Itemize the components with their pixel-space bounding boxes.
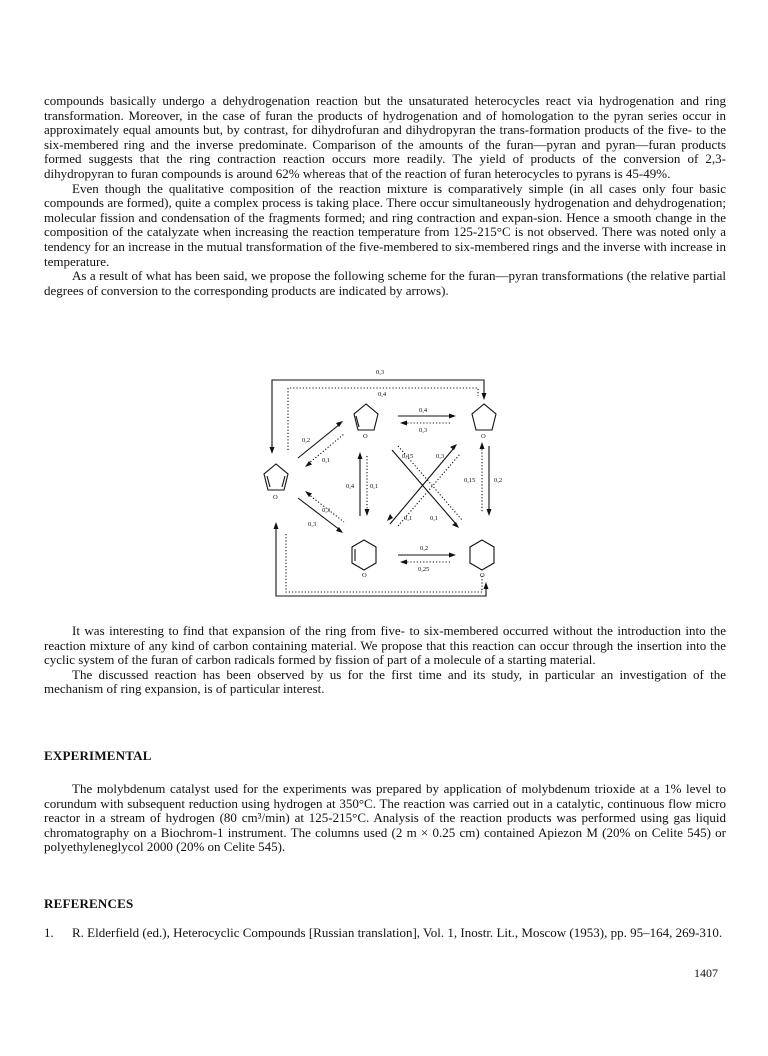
discussion-text [44, 624, 726, 697]
label-left-down-solid: 0,3 [322, 507, 331, 514]
reference-text: R. Elderfield (ed.), Heterocyclic Compounds [Russian translation], Vol. 1, Inostr. Lit., Moscow (1953), pp. 95–164, 269-310. [72, 925, 723, 940]
svg-text:O: O [480, 572, 485, 579]
label-diag-a: 0,15 [402, 453, 414, 460]
svg-text:O: O [363, 433, 368, 440]
paragraph: The molybdenum catalyst used for the experiments was prepared by application of molybdenum trioxide at a 1% level to corundum with subsequent reduction using hydrogen at 350°C. The reaction was carried out in a catalytic, continuous flow micro reactor in a stream of hydrogen (80 cm³/min) at 125-215°C. Analysis of the reaction products was performed using gas liquid chromatography on a Biochrom-1 instrument. The columns used (2 m × 0.25 cm) contained Apiezon M (20% on Celite 545) or polyethyleneglycol 2000 (20% on Celite 545). [44, 781, 726, 855]
label-center-left: 0,4 [346, 483, 355, 490]
reaction-scheme [256, 366, 520, 602]
outer-bottom-solid-path [276, 526, 486, 596]
label-diag-c: 0,1 [404, 515, 413, 522]
label-top-inner: 0,4 [378, 391, 387, 398]
label-bottom-back: 0,25 [418, 566, 430, 573]
label-left-down-dotted: 0,3 [308, 521, 317, 528]
label-bottom-fwd: 0,2 [420, 545, 429, 552]
label-diag-d: 0,1 [430, 515, 439, 522]
svg-text:O: O [362, 572, 367, 579]
furan-ring [264, 464, 288, 501]
reference-item [44, 926, 726, 941]
references-heading: REFERENCES [44, 896, 134, 911]
arrowhead [480, 442, 485, 449]
experimental-section [44, 782, 726, 855]
label-diag-b: 0,3 [436, 453, 445, 460]
arrowhead [484, 582, 489, 589]
reaction-scheme-svg [256, 366, 520, 602]
paragraph: The discussed reaction has been observed by us for the first time and its study, in particular an investigation of the mechanism of ring expansion, is of particular interest. [44, 666, 726, 697]
arrowhead [482, 393, 487, 400]
label-left-up-solid: 0,2 [302, 437, 311, 444]
arrowhead [400, 560, 407, 565]
svg-text:O: O [481, 433, 486, 440]
paragraph: As a result of what has been said, we propose the following scheme for the furan—pyran transformations (the relative partial degrees of conversion to the corresponding products are indicated by arrows). [44, 268, 726, 298]
arrow-diag-down-right [392, 450, 456, 524]
label-top-back: 0,3 [419, 427, 428, 434]
label-top-outer: 0,3 [376, 369, 385, 376]
label-top-fwd: 0,4 [419, 407, 428, 414]
arrowhead [487, 509, 492, 516]
reference-number: 1. [44, 925, 54, 940]
arrowhead [274, 522, 279, 529]
arrowhead [400, 421, 407, 426]
label-right-right: 0,2 [494, 477, 503, 484]
label-right-left: 0,15 [464, 477, 476, 484]
references-list [44, 926, 726, 941]
arrowhead [449, 553, 456, 558]
tetrahydrofuran-ring [472, 404, 496, 440]
paragraph: Even though the qualitative composition of the reaction mixture is comparatively simple (in all cases only four basic compounds are formed), quite a complex process is taking place. There occur simultaneously hydrogenation and dehydrogenation; molecular fission and condensation of the fragments formed; and ring contraction and expan-sion. Hence a smooth change in the composition of the catalyzate when increasing the reaction temperature from 125-215°C is not observed. There was noted only a tendency for an increase in the mutual transformation of the five-membered to six-membered rings and the inverse with increase in temperature. [44, 180, 726, 269]
svg-text:O: O [273, 494, 278, 501]
outer-bottom-dotted-path [286, 534, 482, 592]
arrowhead [452, 522, 459, 528]
tetrahydropyran-ring [470, 540, 494, 579]
intro-text [44, 94, 726, 298]
arrowhead [270, 447, 275, 454]
label-center-right: 0,1 [370, 483, 379, 490]
dihydropyran-ring [352, 540, 376, 579]
dihydrofuran-ring [354, 404, 378, 440]
page-number: 1407 [694, 966, 718, 980]
experimental-heading: EXPERIMENTAL [44, 748, 152, 763]
arrowhead [449, 414, 456, 419]
arrowhead [450, 444, 457, 450]
arrowhead [365, 509, 370, 516]
arrowhead [358, 452, 363, 459]
label-left-up-dotted: 0,1 [322, 457, 331, 464]
paragraph: compounds basically undergo a dehydrogenation reaction but the unsaturated heterocycles react via hydrogenation and ring transformation. Moreover, in the case of furan the products of hydrogenation and of homologation to the pyran series occur in approximately equal amounts but, by contrast, for dihydrofuran and dihydropyran the trans-formation products of the five- to the six-membered ring and the inverse predominate. Comparison of the amounts of the furan—pyran and pyran—furan products formed suggests that the ring contraction reaction occurs more readily. The yield of products of the conversion of 2,3-dihydropyran to furan compounds is around 62% whereas that of the reaction of furan heterocycles to pyrans is 45-49%. [44, 93, 726, 181]
arrowhead [387, 514, 393, 521]
paragraph: It was interesting to find that expansion of the ring from five- to six-membered occurred without the introduction into the reaction mixture of any kind of carbon containing material. We propose that this reaction can occur through the insertion into the cyclic system of the furan of carbon radicals formed by fission of part of a molecule of a starting material. [44, 623, 726, 668]
